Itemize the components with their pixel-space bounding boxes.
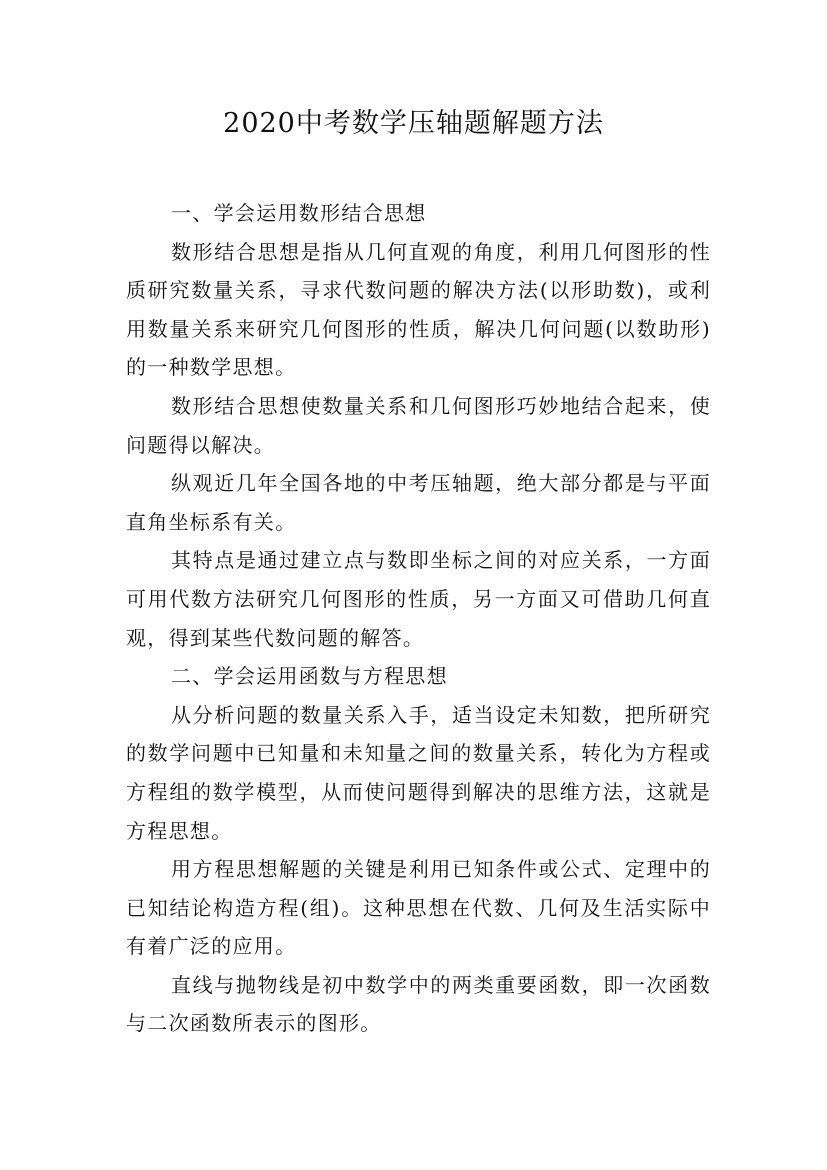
paragraph: 纵观近几年全国各地的中考压轴题，绝大部分都是与平面直角坐标系有关。 [126,471,711,534]
section-heading-2: 二、学会运用函数与方程思想 [171,664,448,689]
paragraph: 数形结合思想是指从几何直观的角度，利用几何图形的性质研究数量关系，寻求代数问题的解决方法(以形助数)，或利用数量关系来研究几何图形的性质，解决几何问题(以数助形)的一种数学思想。 [126,239,711,380]
document-body [126,194,711,1043]
paragraph: 数形结合思想使数量关系和几何图形巧妙地结合起来，使问题得以解决。 [126,393,711,457]
paragraph: 直线与抛物线是初中数学中的两类重要函数，即一次函数与二次函数所表示的图形。 [126,972,711,1036]
paragraph: 从分析问题的数量关系入手，适当设定未知数，把所研究的数学问题中已知量和未知量之间的数量关系，转化为方程或方程组的数学模型，从而使问题得到解决的思维方法，这就是方程思想。 [126,702,711,843]
section-heading-1: 一、学会运用数形结合思想 [171,201,427,225]
paragraph: 其特点是通过建立点与数即坐标之间的对应关系，一方面可用代数方法研究几何图形的性质，另一方面又可借助几何直观，得到某些代数问题的解答。 [126,548,711,650]
document-title: 2020中考数学压轴题解题方法 [223,108,604,139]
paragraph: 用方程思想解题的关键是利用已知条件或公式、定理中的已知结论构造方程(组)。这种思想在代数、几何及生活实际中有着广泛的应用。 [126,857,711,959]
